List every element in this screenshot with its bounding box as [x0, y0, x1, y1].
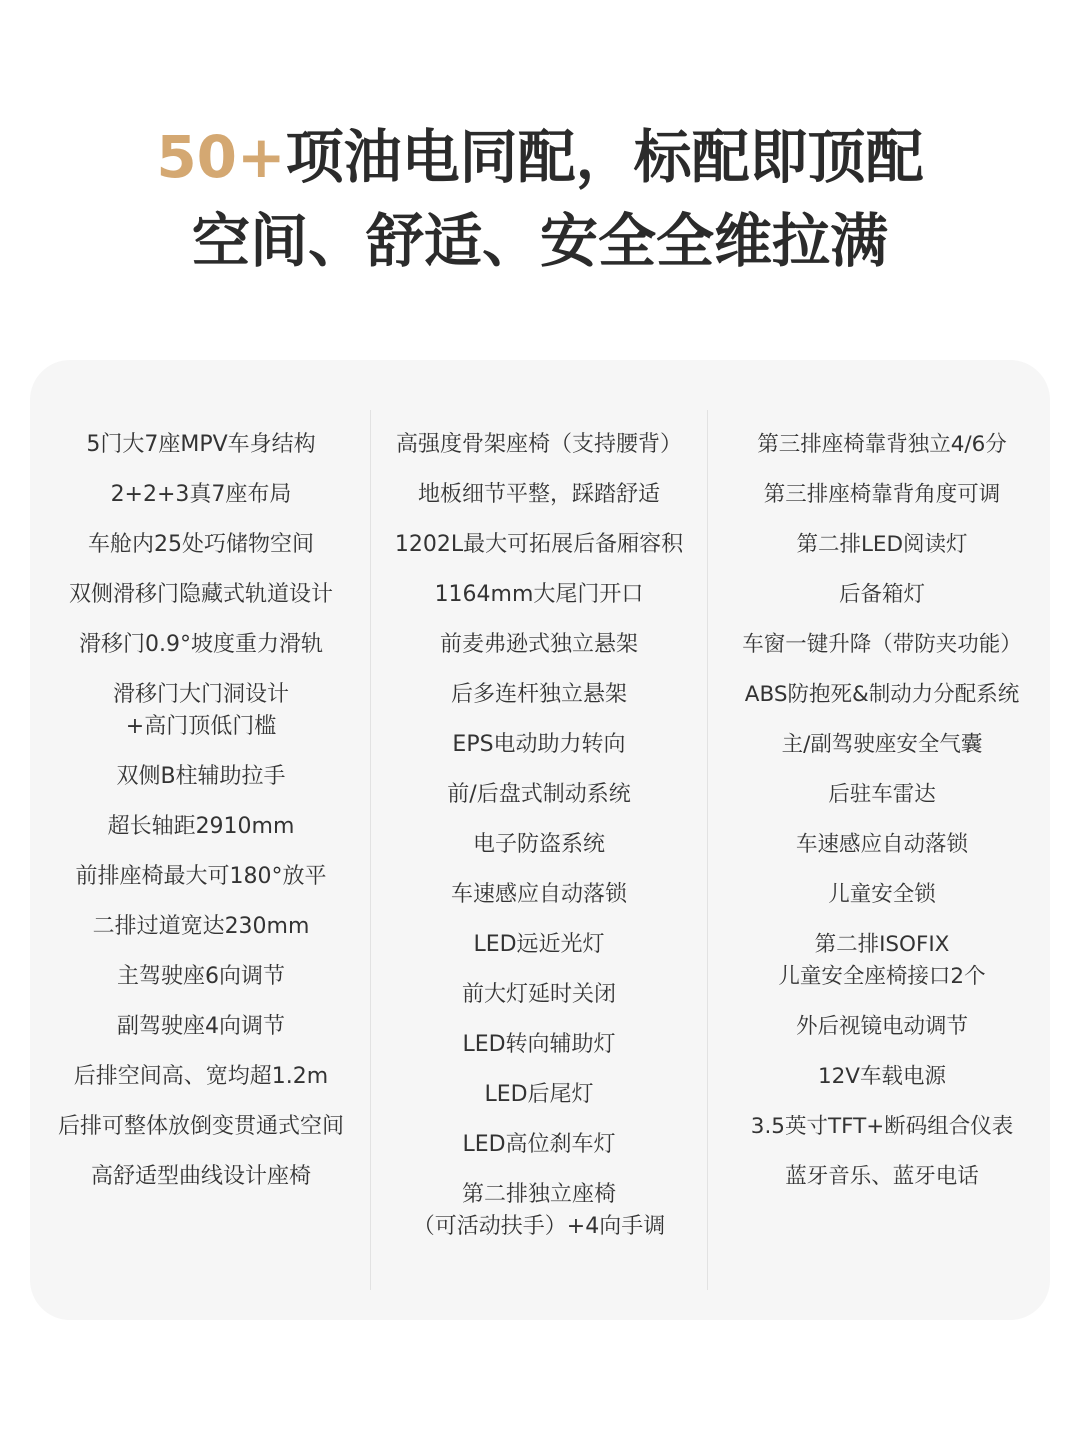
feature-item: 前大灯延时关闭: [461, 982, 616, 1007]
feature-item: LED转向辅助灯: [462, 1032, 616, 1057]
feature-item: 二排过道宽达230mm: [92, 914, 310, 939]
column-divider: [707, 410, 708, 1290]
headline-line-1: [0, 122, 1080, 192]
feature-item: 滑移门0.9°坡度重力滑轨: [79, 632, 323, 657]
headline-accent: 50+: [156, 123, 286, 191]
feature-item: 儿童安全锁: [828, 882, 936, 907]
feature-item: 第三排座椅靠背角度可调: [763, 482, 1001, 507]
feature-item: 后排可整体放倒变贯通式空间: [57, 1114, 344, 1139]
feature-item: 后排空间高、宽均超1.2m: [73, 1064, 329, 1089]
feature-item: 后多连杆独立悬架: [450, 682, 627, 707]
feature-item: 2+2+3真7座布局: [110, 482, 292, 507]
feature-item: 第二排独立座椅 （可活动扶手）+4向手调: [412, 1182, 666, 1239]
feature-item: 车窗一键升降（带防夹功能）: [742, 632, 1022, 657]
feature-column-1: [40, 420, 362, 1202]
feature-item: ABS防抱死&制动力分配系统: [744, 682, 1020, 707]
feature-item: 后备箱灯: [838, 582, 925, 607]
feature-item: 外后视镜电动调节: [795, 1014, 968, 1039]
headline-line-2: 空间、舒适、安全全维拉满: [191, 207, 888, 275]
feature-item: 12V车载电源: [817, 1064, 947, 1089]
feature-column-2: [378, 420, 700, 1252]
feature-item: 双侧B柱辅助拉手: [116, 764, 286, 789]
feature-item: 车速感应自动落锁: [450, 882, 627, 907]
feature-item: 高强度骨架座椅（支持腰背）: [395, 432, 682, 457]
feature-item: 第三排座椅靠背独立4/6分: [757, 432, 1007, 457]
feature-item: 主驾驶座6向调节: [117, 964, 285, 989]
feature-item: LED远近光灯: [473, 932, 605, 957]
feature-item: 高舒适型曲线设计座椅: [90, 1164, 311, 1189]
feature-item: 滑移门大门洞设计 +高门顶低门槛: [112, 682, 289, 739]
feature-item: 1202L最大可拓展后备厢容积: [394, 532, 684, 557]
feature-item: 地板细节平整，踩踏舒适: [417, 482, 660, 507]
feature-item: EPS电动助力转向: [452, 732, 626, 757]
feature-item: 主/副驾驶座安全气囊: [781, 732, 983, 757]
feature-item: 蓝牙音乐、蓝牙电话: [785, 1164, 979, 1189]
feature-item: 5门大7座MPV车身结构: [86, 432, 316, 457]
feature-item: 车舱内25处巧储物空间: [88, 532, 314, 557]
column-divider: [370, 410, 371, 1290]
headline-line-1-text: 项油电同配，标配即顶配: [285, 123, 924, 191]
feature-item: LED高位刹车灯: [462, 1132, 616, 1157]
feature-item: 第二排ISOFIX 儿童安全座椅接口2个: [778, 932, 986, 989]
feature-item: 车速感应自动落锁: [795, 832, 968, 857]
feature-item: 前麦弗逊式独立悬架: [439, 632, 638, 657]
feature-item: 双侧滑移门隐藏式轨道设计: [68, 582, 333, 607]
feature-item: 副驾驶座4向调节: [117, 1014, 285, 1039]
feature-item: 3.5英寸TFT+断码组合仪表: [750, 1114, 1014, 1139]
feature-item: 前/后盘式制动系统: [447, 782, 631, 807]
feature-item: 超长轴距2910mm: [107, 814, 295, 839]
feature-item: 前排座椅最大可180°放平: [75, 864, 327, 889]
feature-item: 第二排LED阅读灯: [796, 532, 968, 557]
feature-column-3: [716, 420, 1048, 1202]
feature-item: 1164mm大尾门开口: [434, 582, 644, 607]
feature-item: 电子防盗系统: [472, 832, 605, 857]
feature-item: LED后尾灯: [484, 1082, 594, 1107]
feature-item: 后驻车雷达: [828, 782, 936, 807]
